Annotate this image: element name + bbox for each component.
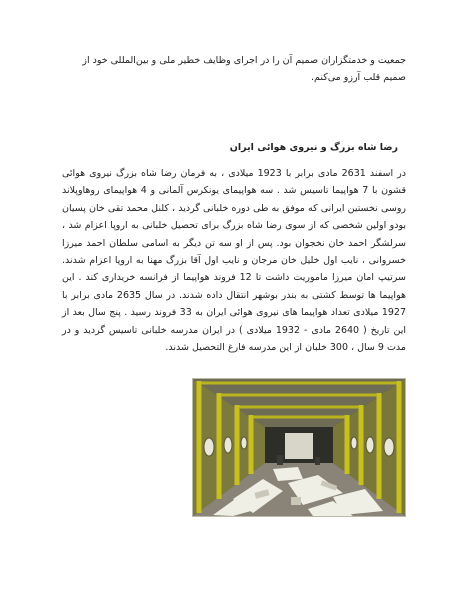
- section-heading: رضا شاه بزرگ و نیروی هوائی ایران: [229, 142, 398, 153]
- section-body-paragraph: در اسفند 2631 مادی برابر با 1923 میلادی ، به فرمان رضا شاه بزرگ نیروی هوائی قشون با 7 هواپیما تاسیس شد . سه هواپیمای یونکرس آلمانی و 4 هواپیمای روهاوپلاند روسی نخستین ایرانی که موفق به طی دوره خلبانی گردید ، کلنل محمد تقی خان پسیان بودو اولین شخصی که از سوی رضا شاه بزرگ برای تحصیل خلبانی به اروپا اعزام شد ، سرلشگر احمد خان نخجوان بود. پس از او سه تن دیگر به اسامی سلطان احمد میرزا خسروانی ، نایب اول خلیل خان مرجان و نایب اول آقا بزرگ مهنا به اروپا اعزام شدند. سرتیپ امان میرزا ماموریت داشت تا 12 فروند هواپیما از فرانسه خریداری کند . این هواپیما ها توسط کشتی به بندر بوشهر انتقال داده شدند. در سال 2635 مادی برابر با 1927 میلادی تعداد هواپیما های نیروی هوائی ایران به 33 فروند رسید . پنج سال بعد از این تاریخ ( 2640 مادی - 1932 میلادی ) در ایران مدرسه خلبانی تاسیس گردید و در مدت 9 سال ، 300 خلبان از این مدرسه فارغ التحصیل شدند.: [62, 168, 407, 354]
- aircraft-cabin-photo: [192, 378, 406, 517]
- intro-paragraph: جمعیت و خدمتگزاران صمیم آن را در اجرای وظایف خطیر ملی و بین‌المللی خود از صمیم قلب آرزو می‌کنم.: [82, 55, 406, 83]
